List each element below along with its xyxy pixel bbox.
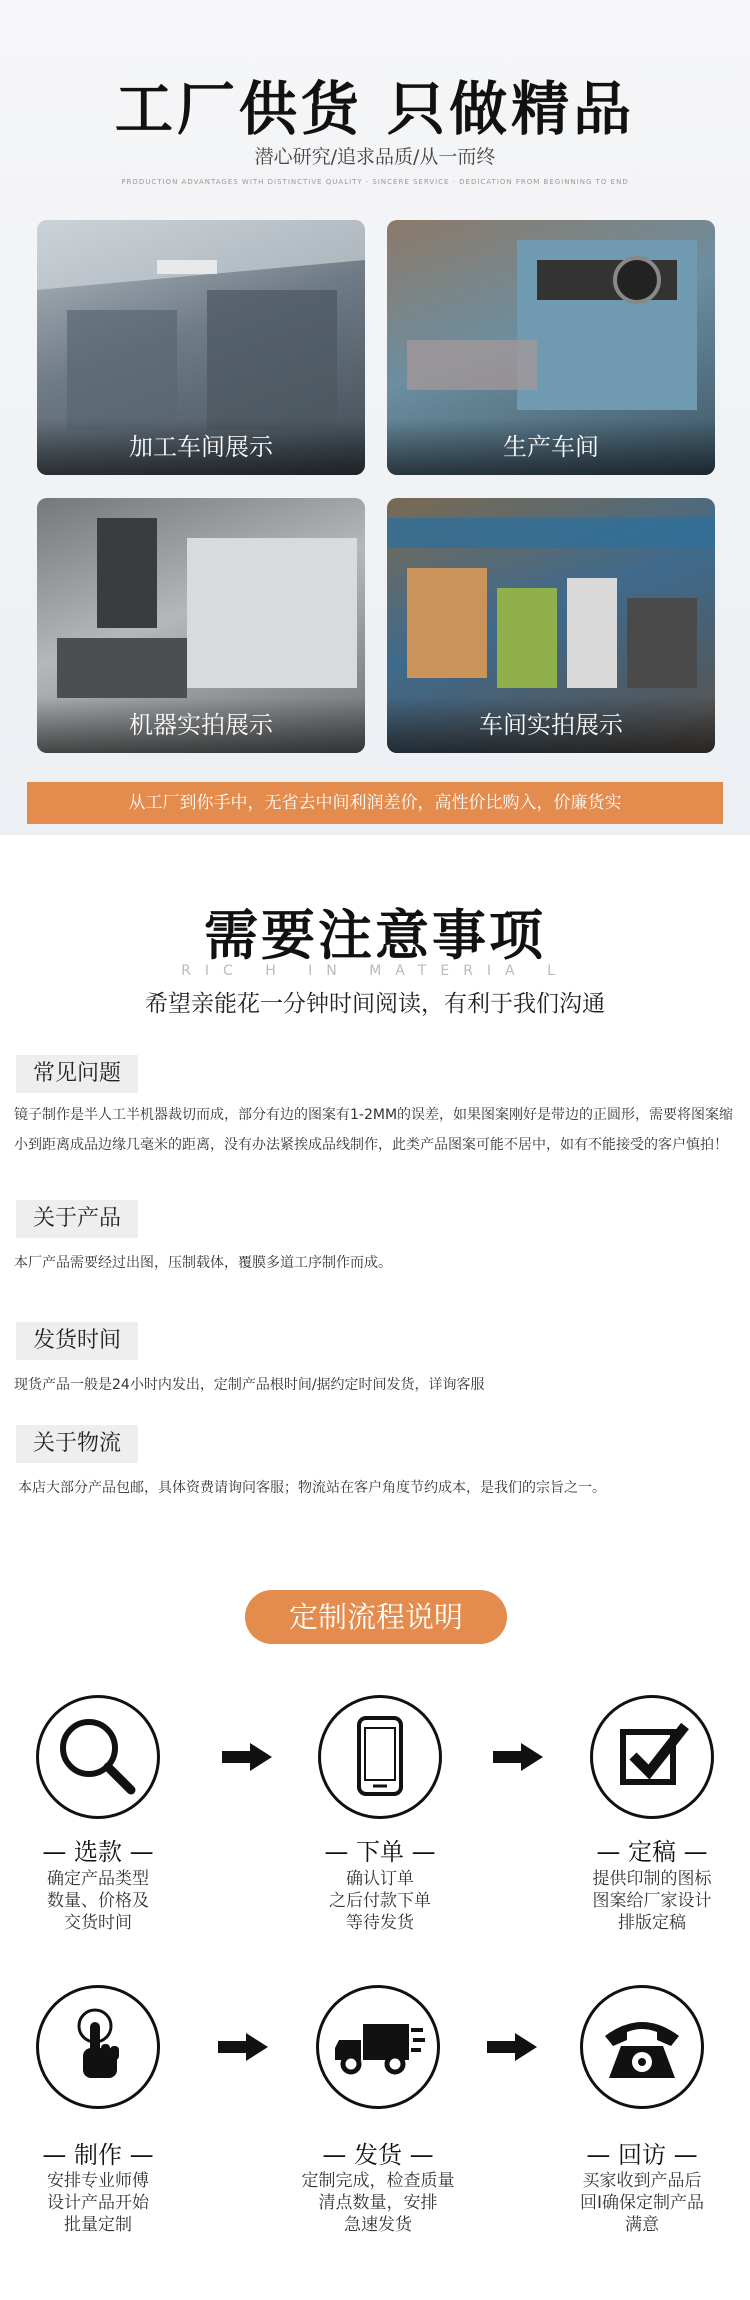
checkbox-icon	[590, 1695, 714, 1819]
pointer-hand-icon	[36, 1985, 160, 2109]
step-ship-desc: 定制完成，检查质量 清点数量，安排 急速发货	[301, 2171, 455, 2235]
step-finalize-head: — 定稿 —	[596, 1838, 708, 1866]
notice-title: 需要注意事项	[204, 904, 546, 967]
arrow-right-icon	[493, 1743, 543, 1771]
factory-title: 工厂供货 只做精品	[114, 75, 636, 143]
step-followup-head: — 回访 —	[586, 2141, 698, 2169]
step-select-desc: 确定产品类型 数量、价格及 交货时间	[47, 1869, 149, 1933]
arrow-right-icon	[222, 1743, 272, 1771]
process-title: 定制流程说明	[245, 1590, 507, 1644]
photo-caption: 生产车间	[387, 419, 715, 475]
step-finalize-desc: 提供印制的图标 图案给厂家设计 排版定稿	[592, 1869, 712, 1933]
step-ship-head: — 发货 —	[322, 2141, 434, 2169]
factory-banner: 从工厂到你手中，无省去中间利润差价，高性价比购入，价廉货实	[27, 782, 723, 824]
tag-faq: 常见问题	[16, 1055, 138, 1093]
shipping-time-text: 现货产品一般是24小时内发出，定制产品根时间/据约定时间发货，详询客服	[14, 1377, 485, 1393]
workshop-photo	[37, 220, 365, 475]
phone-icon	[318, 1695, 442, 1819]
factory-tiny-text: PRODUCTION ADVANTAGES WITH DISTINCTIVE QUALITY · SINCERE SERVICE · DEDICATION FROM BEGINNING TO END	[121, 178, 629, 186]
step-select-head: — 选款 —	[42, 1838, 154, 1866]
step-produce-head: — 制作 —	[42, 2141, 154, 2169]
step-produce-desc: 安排专业师傅 设计产品开始 批量定制	[47, 2171, 149, 2235]
logistics-text: 本店大部分产品包邮，具体资费请询问客服；物流站在客户角度节约成本，是我们的宗旨之一。	[18, 1480, 606, 1496]
tag-shipping-time: 发货时间	[16, 1322, 138, 1360]
machine-photo	[387, 220, 715, 475]
notice-en-subtitle: RIC H IN MATERIA L	[181, 963, 569, 979]
photo-caption: 车间实拍展示	[387, 697, 715, 753]
injection-machine-photo	[37, 498, 365, 753]
arrow-right-icon	[218, 2033, 268, 2061]
factory-section	[0, 0, 750, 835]
truck-icon	[316, 1985, 440, 2109]
telephone-icon	[580, 1985, 704, 2109]
magnifier-icon	[36, 1695, 160, 1819]
faq-text: 镜子制作是半人工半机器裁切而成，部分有边的图案有1-2MM的误差，如果图案刚好是带边的正圆形，需要将图案缩小到距离成品边缘几毫米的距离，没有办法紧挨成品线制作，此类产品图案可能不居中，如有不能接受的客户慎拍！	[14, 1107, 734, 1153]
arrow-right-icon	[487, 2033, 537, 2061]
product-text: 本厂产品需要经过出图，压制载体，覆膜多道工序制作而成。	[14, 1255, 392, 1271]
factory-subtitle: 潜心研究/追求品质/从一而终	[254, 146, 496, 168]
tag-product: 关于产品	[16, 1200, 138, 1238]
photo-caption: 机器实拍展示	[37, 697, 365, 753]
tag-logistics: 关于物流	[16, 1425, 138, 1463]
step-followup-desc: 买家收到产品后 回I确保定制产品 满意	[579, 2171, 704, 2235]
step-order-desc: 确认订单 之后付款下单 等待发货	[329, 1869, 431, 1933]
notice-subtitle: 希望亲能花一分钟时间阅读，有利于我们沟通	[145, 991, 605, 1017]
warehouse-photo	[387, 498, 715, 753]
step-order-head: — 下单 —	[324, 1838, 436, 1866]
photo-caption: 加工车间展示	[37, 419, 365, 475]
